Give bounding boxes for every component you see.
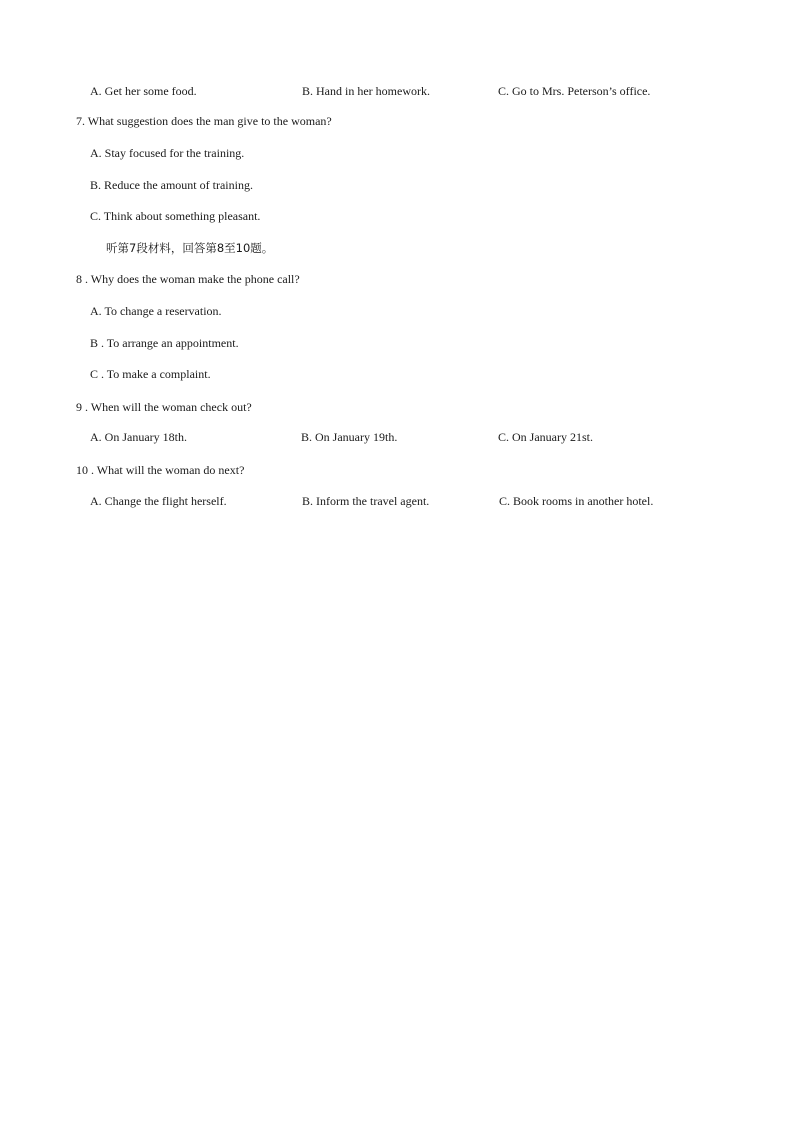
q10-question: 10 . What will the woman do next? <box>76 463 245 477</box>
q7-option-c: C. Think about something pleasant. <box>90 209 261 223</box>
q10-option-b: B. Inform the travel agent. <box>302 494 430 508</box>
q7-question: 7. What suggestion does the man give to the woman? <box>76 114 332 128</box>
q6-option-a: A. Get her some food. <box>90 84 197 98</box>
q9-option-c: C. On January 21st. <box>498 430 593 444</box>
q8-question: 8 . Why does the woman make the phone call? <box>76 272 300 286</box>
q9-option-a: A. On January 18th. <box>90 430 187 444</box>
q6-option-b: B. Hand in her homework. <box>302 84 430 98</box>
q8-option-c: C . To make a complaint. <box>90 367 211 381</box>
q8-option-b: B . To arrange an appointment. <box>90 336 239 350</box>
q10-option-a: A. Change the flight herself. <box>90 494 227 508</box>
q7-option-a: A. Stay focused for the training. <box>90 146 245 160</box>
q10-option-c: C. Book rooms in another hotel. <box>499 494 654 508</box>
q6-option-c: C. Go to Mrs. Peterson’s office. <box>498 84 651 98</box>
section-instruction: 听第7段材料，回答第8至10题。 <box>106 241 274 255</box>
q7-option-b: B. Reduce the amount of training. <box>90 178 253 192</box>
q8-option-a: A. To change a reservation. <box>90 304 222 318</box>
q9-option-b: B. On January 19th. <box>301 430 398 444</box>
q9-question: 9 . When will the woman check out? <box>76 400 252 414</box>
